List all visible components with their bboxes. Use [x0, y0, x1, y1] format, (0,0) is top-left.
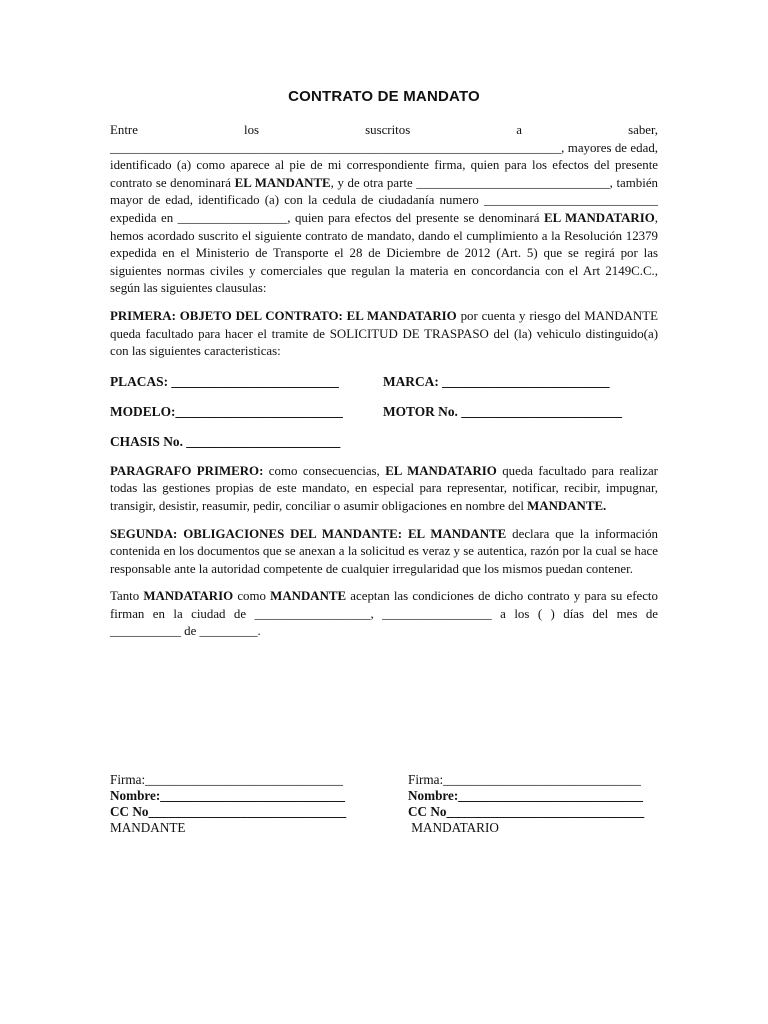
chasis-field: CHASIS No. _______________________ — [110, 434, 341, 450]
cc-line: CC No______________________________ — [110, 804, 347, 819]
fields-row-1 — [110, 371, 658, 391]
placas-field: PLACAS: _________________________ — [110, 374, 339, 390]
motor-field: MOTOR No. ________________________ — [383, 404, 622, 420]
nombre-line: Nombre:____________________________ — [408, 788, 643, 803]
closing-text-3: aceptan las condiciones de dicho contrato y para su efecto firman en la ciudad de __________________, _________________ a los ( ) días del mes de ___________ de _________. — [110, 589, 658, 639]
paragrafo-text-1: como consecuencias, — [268, 463, 380, 478]
signature-block-mandante — [110, 772, 346, 836]
intro-mandante-term: EL MANDANTE — [234, 175, 331, 190]
firma-line: Firma:______________________________ — [110, 772, 343, 787]
closing-mandatario-term: MANDATARIO — [143, 589, 234, 604]
clause-segunda — [110, 526, 658, 579]
intro-text-2: , y de otra parte ______________________________, también mayor de edad, identificado (a) con la cedula de ciudadanía numero ___________________________ expedida en _________________, quien para efectos del presente se denominará — [110, 175, 658, 225]
intro-text-1: ______________________________________________________________________, mayores de edad, identificado (a) como aparece al pie de mi correspondiente firma, quien para los efectos del presente contrato se denominará — [110, 140, 658, 190]
contract-body — [110, 122, 658, 641]
modelo-field: MODELO:_________________________ — [110, 404, 343, 420]
role-label: MANDANTE — [110, 820, 186, 835]
signature-block-mandatario — [408, 772, 644, 836]
closing-mandante-term: MANDANTE — [270, 589, 347, 604]
intro-mandatario-term: EL MANDATARIO — [544, 210, 655, 225]
cc-line: CC No______________________________ — [408, 804, 645, 819]
primera-text: por cuenta y riesgo del MANDANTE queda facultado para hacer el tramite de SOLICITUD DE TRASPASO del (la) vehiculo distinguido(a) con las siguientes caracteristicas: — [110, 308, 658, 359]
closing-paragraph — [110, 588, 658, 641]
segunda-heading: SEGUNDA: OBLIGACIONES DEL MANDANTE: EL MANDANTE — [110, 526, 507, 541]
intro-text-3: , hemos acordado suscrito el siguiente contrato de mandato, dando el cumplimiento a la Resolución 12379 expedida en el Ministerio de Transporte el 28 de Diciembre de 2012 (Art. 5) que se regirá por las siguientes normas civiles y comerciales que regulan la materia en concordancia con el Art 2149C.C., según las siguientes clausulas: — [110, 210, 658, 296]
intro-paragraph — [110, 122, 658, 298]
paragrafo-heading: PARAGRAFO PRIMERO: — [110, 463, 264, 478]
paragrafo-text-2: queda facultado para realizar todas las gestiones propias de este mandato, en especial para representar, notificar, recibir, impugnar, transigir, desistir, reasumir, pedir, conciliar o asumir obligaciones en nombre del — [110, 463, 658, 513]
nombre-line: Nombre:____________________________ — [110, 788, 345, 803]
document-title: CONTRATO DE MANDATO — [288, 88, 480, 105]
clause-primera — [110, 308, 658, 361]
fields-row-2 — [110, 401, 658, 421]
paragrafo-mandante-term: MANDANTE. — [527, 498, 607, 513]
fields-row-3 — [110, 431, 658, 451]
closing-text-1: Tanto — [110, 589, 140, 604]
primera-heading: PRIMERA: OBJETO DEL CONTRATO: EL MANDATARIO — [110, 308, 457, 323]
closing-text-2: como — [237, 589, 266, 604]
marca-field: MARCA: _________________________ — [383, 374, 610, 390]
firma-line: Firma:______________________________ — [408, 772, 641, 787]
intro-first-line: Entre los suscritos a saber, — [110, 123, 658, 137]
paragrafo-mandatario-term: EL MANDATARIO — [385, 463, 497, 478]
paragrafo-primero — [110, 463, 658, 516]
segunda-text: declara que la información contenida en los documentos que se anexan a la solicitud es veraz y se autentica, razón por la cual se hace responsable ante la autoridad competente de cualquier irregularidad que los mismos puedan contener. — [110, 526, 658, 576]
role-label: MANDATARIO — [408, 820, 499, 835]
